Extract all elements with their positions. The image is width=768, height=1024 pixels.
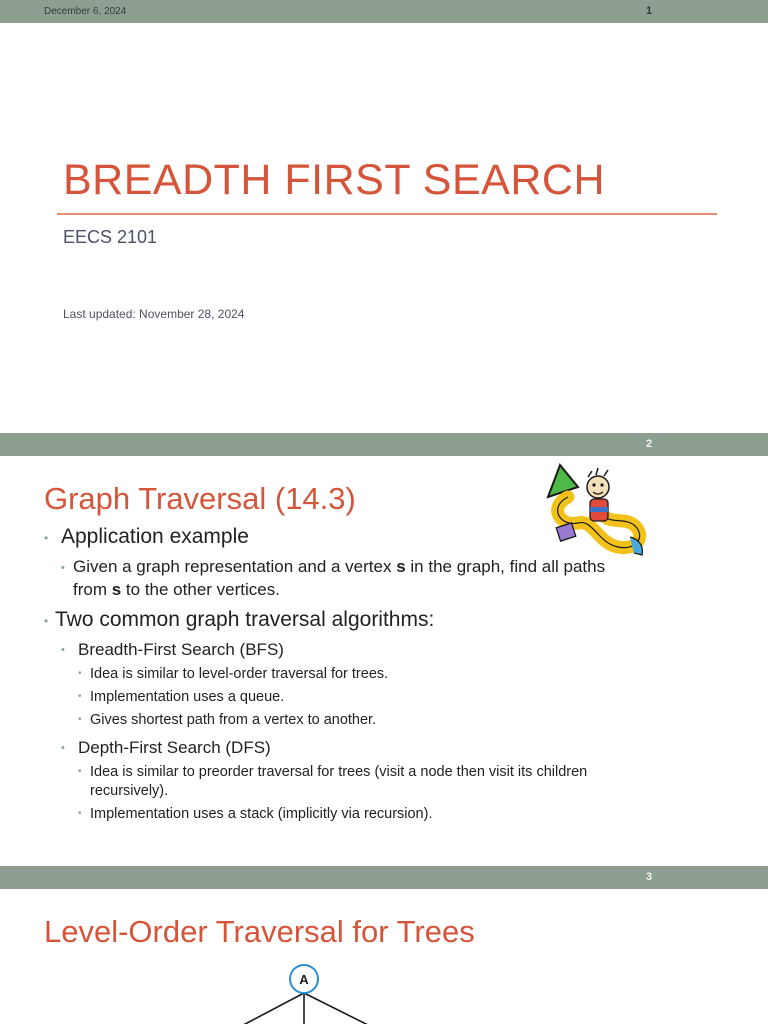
slide-3 xyxy=(0,866,768,1024)
cartoon-clipart-icon xyxy=(538,447,656,559)
bullet-bfs: Breadth-First Search (BFS) xyxy=(78,640,284,659)
bfs-item: Gives shortest path from a vertex to another. xyxy=(90,712,377,728)
tree-node-root-label: A xyxy=(299,972,309,987)
slide-header-bar xyxy=(0,0,768,23)
bfs-item: Idea is similar to level-order traversal for trees. xyxy=(90,666,389,682)
bullet-marker: • xyxy=(61,562,65,574)
bullet-application-example: Application example xyxy=(61,525,249,548)
bullet-dfs: Depth-First Search (DFS) xyxy=(78,738,271,757)
bullet-marker: • xyxy=(78,808,82,819)
slide-header-bar xyxy=(0,866,768,889)
slide-number: 1 xyxy=(645,5,653,17)
bfs-item: Implementation uses a queue. xyxy=(90,689,285,705)
bullet-marker: • xyxy=(61,644,65,656)
slide-date: December 6, 2024 xyxy=(44,6,127,17)
slide-number: 3 xyxy=(645,871,653,883)
presentation-title: BREADTH FIRST SEARCH xyxy=(63,156,605,204)
slide-number: 2 xyxy=(645,438,653,450)
bullet-marker: • xyxy=(78,668,82,679)
course-code: EECS 2101 xyxy=(63,227,158,247)
tree-edge-left xyxy=(230,993,304,1024)
dfs-item-cont: recursively). xyxy=(90,783,169,799)
title-divider xyxy=(57,213,717,215)
dfs-item: Implementation uses a stack (implicitly via recursion). xyxy=(90,806,433,822)
bullet-marker: • xyxy=(78,691,82,702)
bullet-marker: • xyxy=(44,614,49,628)
bullet-marker: • xyxy=(78,766,82,777)
bullet-application-detail-cont: from s to the other vertices. xyxy=(73,580,280,599)
slide-title: Graph Traversal (14.3) xyxy=(44,481,356,516)
dfs-item: Idea is similar to preorder traversal for trees (visit a node then visit its children xyxy=(90,764,588,780)
slide-title: Level-Order Traversal for Trees xyxy=(44,914,475,949)
tree-diagram xyxy=(200,962,420,1024)
slide-2 xyxy=(0,433,768,866)
bullet-marker: • xyxy=(44,531,49,545)
last-updated: Last updated: November 28, 2024 xyxy=(63,307,245,321)
tree-edge-right xyxy=(304,993,382,1024)
bullet-marker: • xyxy=(61,742,65,754)
bullet-marker: • xyxy=(78,714,82,725)
slide-1 xyxy=(0,0,768,433)
bullet-application-detail: Given a graph representation and a vertex s in the graph, find all paths xyxy=(73,557,606,576)
bullet-two-algorithms: Two common graph traversal algorithms: xyxy=(55,608,435,631)
